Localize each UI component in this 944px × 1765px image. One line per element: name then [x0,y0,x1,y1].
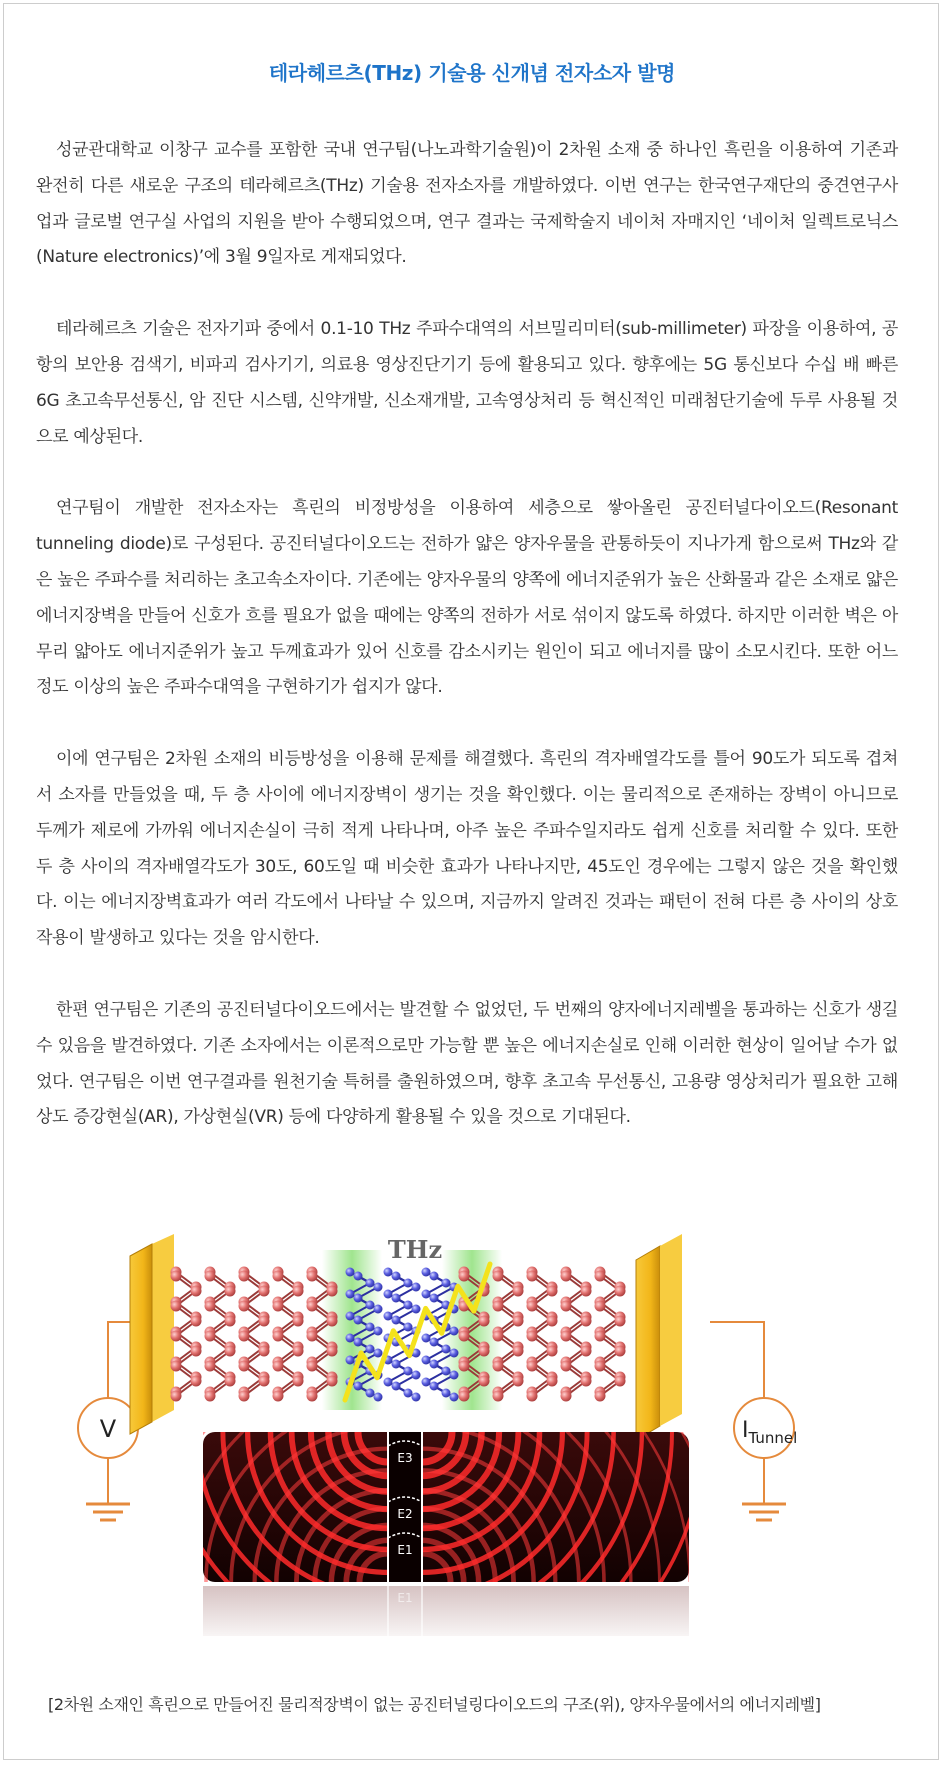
article-body [36,133,898,1172]
current-meter [734,1398,797,1458]
ground-symbol-right [742,1504,786,1520]
paragraph-3: 연구팀이 개발한 전자소자는 흑린의 비정방성을 이용하여 세층으로 쌓아올린 공진터널다이오드(Resonant tunneling diode)로 구성된다. 공진터널다이오드는 전하가 얇은 양자우물을 관통하듯이 지나가게 함으로써 THz와 같은 높은 주파수를 처리하는 초고속소자이다. 기존에는 양자우물의 양쪽에 에너지준위가 높은 산화물과 같은 소재로 얇은 에너지장벽을 만들어 신호가 흐를 필요가 없을 때에는 양쪽의 전하가 서로 섞이지 않도록 하였다. 하지만 이러한 벽은 아무리 얇아도 에너지준위가 높고 두께효과가 있어 신호를 감소시키는 원인이 되고 에너지를 많이 소모시킨다. 또한 어느 정도 이상의 높은 주파수대역을 구현하기가 쉽지가 않다. [36,498,898,698]
energy-level-e3: E3 [397,1451,413,1465]
panel-reflection [190,1586,710,1646]
left-electrode [130,1234,174,1434]
device-illustration [70,1232,860,1662]
voltage-source [78,1398,138,1458]
energy-level-e1: E1 [397,1543,413,1557]
article-title: 테라헤르츠(THz) 기술용 신개념 전자소자 발명 [268,61,676,85]
voltage-label: V [99,1415,117,1443]
paragraph-1: 성균관대학교 이창구 교수를 포함한 국내 연구팀(나노과학기술원)이 2차원 소재 중 하나인 흑린을 이용하여 기존과 완전히 다른 새로운 구조의 테라헤르츠(THz) 기술용 전자소자를 개발하였다. 이번 연구는 한국연구재단의 중견연구사업과 글로벌 연구실 사업의 지원을 받아 수행되었으며, 연구 결과는 국제학술지 네이처 자매지인 ‘네이처 일렉트로닉스(Nature electronics)’에 3월 9일자로 게재되었다. [36,140,898,268]
ground-symbol-left [86,1504,130,1520]
thz-label: THz [387,1235,443,1264]
right-electrode [636,1234,682,1440]
paragraph-5: 한편 연구팀은 기존의 공진터널다이오드에서는 발견할 수 없었던, 두 번째의 양자에너지레벨을 통과하는 신호가 생길 수 있음을 발견하였다. 기존 소자에서는 이론적으로만 가능할 뿐 높은 에너지손실로 인해 이러한 현상이 일어날 수가 없었다. 연구팀은 이번 연구결과를 원천기술 특허를 출원하였으며, 향후 초고속 무선통신, 고용량 영상처리가 필요한 고해상도 증강현실(AR), 가상현실(VR) 등에 다양하게 활용될 수 있을 것으로 기대된다. [36,999,898,1128]
paragraph-2: 테라헤르츠 기술은 전자기파 중에서 0.1-10 THz 주파수대역의 서브밀리미터(sub-millimeter) 파장을 이용하여, 공항의 보안용 검색기, 비파괴 검사기기, 의료용 영상진단기기 등에 활용되고 있다. 향후에는 5G 통신보다 수십 배 빠른 6G 초고속무선통신, 암 진단 시스템, 신약개발, 신소재개발, 고속영상처리 등 혁신적인 미래첨단기술에 두루 사용될 것으로 예상된다. [36,319,898,447]
paragraph-4: 이에 연구팀은 2차원 소재의 비등방성을 이용해 문제를 해결했다. 흑린의 격자배열각도를 틀어 90도가 되도록 겹쳐서 소자를 만들었을 때, 두 층 사이에 에너지장벽이 생기는 것을 확인했다. 이는 물리적으로 존재하는 장벽이 아니므로 두께가 제로에 가까워 에너지손실이 극히 적게 나타나며, 아주 높은 주파수일지라도 쉽게 신호를 처리할 수 있다. 또한 두 층 사이의 격자배열각도가 30도, 60도일 때 비슷한 효과가 나타나지만, 45도인 경우에는 그렇지 않은 것을 확인했다. 이는 에너지장벽효과가 여러 각도에서 나타날 수 있으며, 지금까지 알려진 것과는 패턴이 전혀 다른 층 사이의 상호작용이 발생하고 있다는 것을 암시한다. [36,749,898,949]
current-label: $I_{Tunnel}$ [742,1418,798,1447]
device-figure [70,1232,860,1662]
energy-level-e2: E2 [397,1507,413,1521]
figure-caption: [2차원 소재인 흑린으로 만들어진 물리적장벽이 없는 공진터널링다이오드의 구조(위), 양자우물에서의 에너지레벨] [48,1695,821,1714]
